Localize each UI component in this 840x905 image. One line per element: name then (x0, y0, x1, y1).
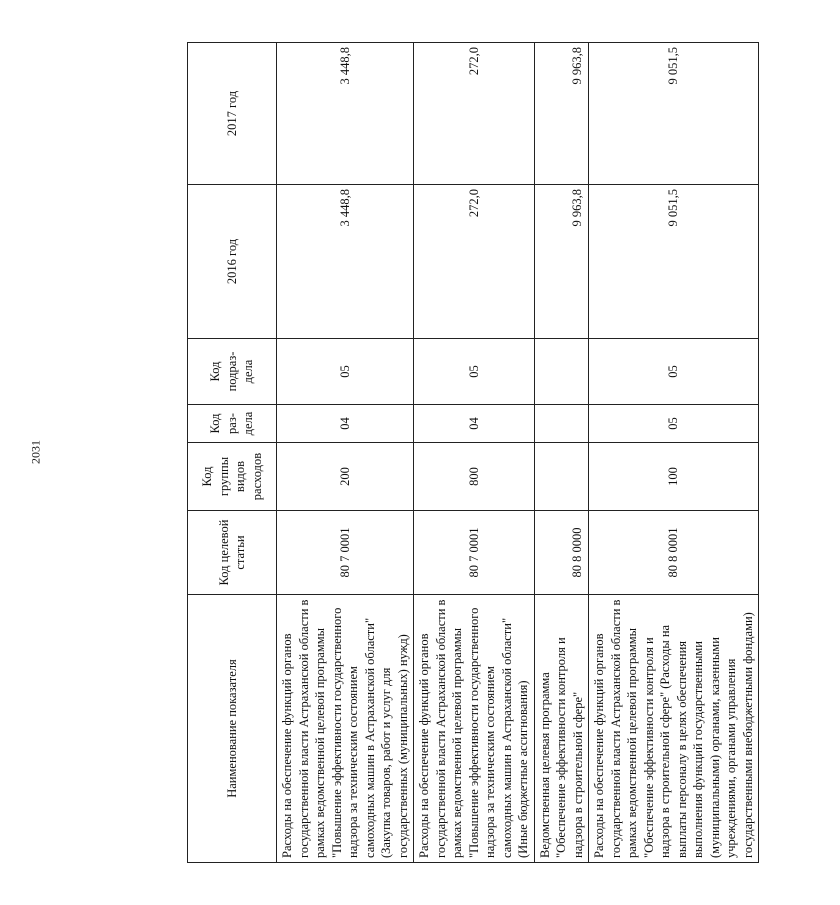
row-value-2016: 3 448,8 (277, 185, 414, 339)
row-value-2016: 9 963,8 (534, 185, 589, 339)
row-value-2016: 9 051,5 (589, 185, 759, 339)
row-subsection-code (534, 339, 589, 405)
header-name: Наименование показателя (188, 595, 277, 863)
row-group-code: 100 (589, 443, 759, 511)
row-target-code: 80 8 0001 (589, 511, 759, 595)
row-subsection-code: 05 (277, 339, 414, 405)
row-group-code (534, 443, 589, 511)
header-target-code: Код целевой статьи (188, 511, 277, 595)
row-group-code: 800 (414, 443, 535, 511)
table-row (414, 43, 535, 863)
row-group-code: 200 (277, 443, 414, 511)
header-subsection-code: Код подраз-дела (188, 339, 277, 405)
row-value-2017: 9 963,8 (534, 43, 589, 185)
row-value-2017: 9 051,5 (589, 43, 759, 185)
row-target-code: 80 7 0001 (414, 511, 535, 595)
row-name: Расходы на обеспечение функций органов государственной власти Астраханской области в рамках ведомственной целевой программы "Повышение эффективности государственного надзора за техническим состоянием самоходных машин в Астраханской области" (Закупка товаров, работ и услуг для государственных (муниципальных) нужд) (277, 595, 414, 863)
row-value-2017: 3 448,8 (277, 43, 414, 185)
row-value-2016: 272,0 (414, 185, 535, 339)
table-row (534, 43, 589, 863)
page-number: 2031 (28, 440, 43, 464)
row-name: Расходы на обеспечение функций органов государственной власти Астраханской области в рамках ведомственной целевой программы "Обеспечение эффективности контроля и надзора в строительной сфере" (Расходы на выплаты персоналу в целях обеспечения выполнения функций государственными (муниципальными) органами, казенными учреждениями, органами управления государственными внебюджетными фондами) (589, 595, 759, 863)
budget-table (187, 42, 759, 863)
row-target-code: 80 8 0000 (534, 511, 589, 595)
row-name: Расходы на обеспечение функций органов государственной власти Астраханской области в рамках ведомственной целевой программы "Повышение эффективности государственного надзора за техническим состоянием самоходных машин в Астраханской области" (Иные бюджетные ассигнования) (414, 595, 535, 863)
row-target-code: 80 7 0001 (277, 511, 414, 595)
row-subsection-code: 05 (589, 339, 759, 405)
row-section-code (534, 405, 589, 443)
row-section-code: 04 (414, 405, 535, 443)
header-group-code: Код группы видов расходов (188, 443, 277, 511)
row-subsection-code: 05 (414, 339, 535, 405)
header-section-code: Код раз-дела (188, 405, 277, 443)
header-2016: 2016 год (188, 185, 277, 339)
row-section-code: 05 (589, 405, 759, 443)
row-name: Ведомственная целевая программа "Обеспечение эффективности контроля и надзора в строительной сфере" (534, 595, 589, 863)
table-row (589, 43, 759, 863)
rotated-table-container (187, 43, 840, 863)
table-header-row (188, 43, 277, 863)
row-value-2017: 272,0 (414, 43, 535, 185)
header-2017: 2017 год (188, 43, 277, 185)
row-section-code: 04 (277, 405, 414, 443)
table-row (277, 43, 414, 863)
